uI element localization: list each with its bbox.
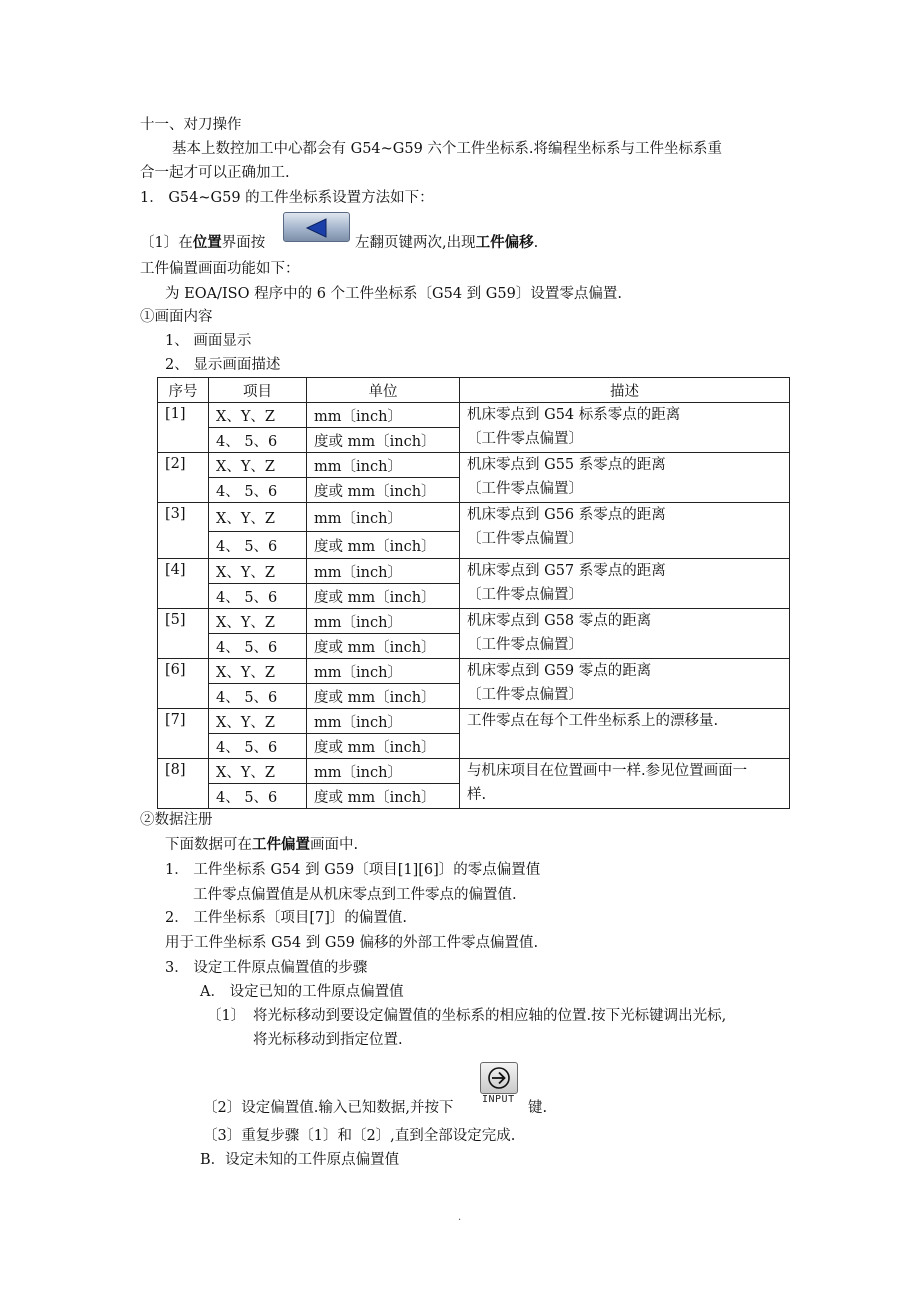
row-unit: mm〔inch〕 <box>307 709 460 734</box>
row-axis: 4、 5、6 <box>209 478 307 503</box>
row-description <box>460 659 790 709</box>
offset-description: 为 EOA/ISO 程序中的 6 个工件坐标系〔G54 到 G59〕设置零点偏置. <box>165 286 622 302</box>
row-description-line: 工件零点在每个工件坐标系上的漂移量. <box>467 713 719 729</box>
row-number: [2] <box>158 453 209 503</box>
row-number: [7] <box>158 709 209 759</box>
row-description-line: 机床零点到 G58 零点的距离 <box>467 613 652 629</box>
step1-sub-tail <box>355 233 538 253</box>
step-a1-line-1: 将光标移动到要设定偏置值的坐标系的相应轴的位置.按下光标键调出光标, <box>253 1008 727 1024</box>
row-unit: 度或 mm〔inch〕 <box>307 734 460 759</box>
row-unit: 度或 mm〔inch〕 <box>307 784 460 809</box>
row-number: [8] <box>158 759 209 809</box>
header-item: 项目 <box>209 378 307 403</box>
screen-content-heading: ①画面内容 <box>140 309 213 325</box>
intro-line-1: 基本上数控加工中心都会有 G54~G59 六个工件坐标系.将编程坐标系与工件坐标系重 <box>172 141 723 157</box>
row-axis: X、Y、Z <box>209 609 307 634</box>
register-item-2-desc: 用于工件坐标系 G54 到 G59 偏移的外部工件零点偏置值. <box>165 935 539 951</box>
row-unit: mm〔inch〕 <box>307 503 460 532</box>
row-unit: 度或 mm〔inch〕 <box>307 428 460 453</box>
row-axis: 4、 5、6 <box>209 428 307 453</box>
row-description-line: 〔工件零点偏置〕 <box>467 531 583 547</box>
row-description-line: 〔工件零点偏置〕 <box>467 431 583 447</box>
row-description-line: 〔工件零点偏置〕 <box>467 587 583 603</box>
data-intro-suffix: 画面中. <box>310 837 359 853</box>
row-description <box>460 709 790 759</box>
row-axis: X、Y、Z <box>209 403 307 428</box>
step1-sub <box>140 233 265 253</box>
input-key-label: INPUT <box>482 1094 515 1105</box>
register-item-1: 1． 工件坐标系 G54 到 G59〔项目[1][6]〕的零点偏置值 <box>165 862 541 878</box>
row-unit: 度或 mm〔inch〕 <box>307 478 460 503</box>
step-a2-prefix: 〔2〕设定偏置值.输入已知数据,并按下 <box>203 1100 454 1116</box>
step-a2-suffix: 键. <box>528 1100 548 1116</box>
table-row <box>158 559 790 584</box>
register-item-2: 2． 工件坐标系〔项目[7]〕的偏置值. <box>165 910 407 926</box>
row-unit: 度或 mm〔inch〕 <box>307 532 460 559</box>
table-header-row <box>158 378 790 403</box>
offset-functions: 工件偏置画面功能如下： <box>140 261 300 277</box>
row-axis: 4、 5、6 <box>209 532 307 559</box>
row-axis: 4、 5、6 <box>209 634 307 659</box>
step1-title: 1． G54~G59 的工件坐标系设置方法如下： <box>140 190 434 206</box>
table-row <box>158 503 790 532</box>
step-a1-number: 〔1〕 <box>207 1008 246 1024</box>
data-intro-prefix: 下面数据可在 <box>165 837 252 853</box>
intro-line-2: 合一起才可以正确加工. <box>140 165 290 181</box>
row-axis: X、Y、Z <box>209 759 307 784</box>
table-row <box>158 403 790 428</box>
header-no: 序号 <box>158 378 209 403</box>
footer-dot: . <box>458 1212 462 1223</box>
table-row <box>158 453 790 478</box>
row-number: [4] <box>158 559 209 609</box>
header-unit: 单位 <box>307 378 460 403</box>
row-description <box>460 759 790 809</box>
data-register-intro <box>165 835 358 855</box>
row-unit: 度或 mm〔inch〕 <box>307 634 460 659</box>
row-unit: mm〔inch〕 <box>307 609 460 634</box>
row-axis: X、Y、Z <box>209 709 307 734</box>
row-unit: mm〔inch〕 <box>307 659 460 684</box>
step1-sub-end: . <box>533 235 539 251</box>
header-desc: 描述 <box>460 378 790 403</box>
position-screen-label: 位置 <box>192 234 222 251</box>
table-row <box>158 659 790 684</box>
register-item-3: 3． 设定工件原点偏置值的步骤 <box>165 960 368 976</box>
row-description <box>460 559 790 609</box>
row-number: [5] <box>158 609 209 659</box>
step1-sub-prefix: 〔1〕在 <box>140 235 193 251</box>
row-axis: X、Y、Z <box>209 453 307 478</box>
row-axis: 4、 5、6 <box>209 784 307 809</box>
row-axis: X、Y、Z <box>209 503 307 532</box>
row-description-line: 〔工件零点偏置〕 <box>467 481 583 497</box>
screen-item-1: 1、 画面显示 <box>165 333 252 349</box>
row-axis: 4、 5、6 <box>209 684 307 709</box>
step-a1-line-2: 将光标移动到指定位置. <box>253 1032 403 1048</box>
row-axis: 4、 5、6 <box>209 734 307 759</box>
work-offset-label: 工件偏移 <box>475 234 534 251</box>
row-number: [6] <box>158 659 209 709</box>
input-key[interactable] <box>480 1062 518 1094</box>
work-offset-screen-label: 工件偏置 <box>252 836 310 853</box>
step-a: A． 设定已知的工件原点偏置值 <box>200 984 404 1000</box>
row-unit: mm〔inch〕 <box>307 759 460 784</box>
row-unit: mm〔inch〕 <box>307 453 460 478</box>
row-description-line: 机床零点到 G57 系零点的距离 <box>467 563 666 579</box>
row-description-line: 样. <box>467 787 487 803</box>
row-description-line: 〔工件零点偏置〕 <box>467 687 583 703</box>
step1-sub-mid: 界面按 <box>221 235 266 251</box>
row-unit: mm〔inch〕 <box>307 559 460 584</box>
step1-sub-after-btn: 左翻页键两次,出现 <box>355 235 476 251</box>
row-unit: mm〔inch〕 <box>307 403 460 428</box>
section-title: 十一、对刀操作 <box>140 117 242 133</box>
row-description-line: 与机床项目在位置画中一样.参见位置画面一 <box>467 763 748 779</box>
data-register-heading: ②数据注册 <box>140 812 213 828</box>
row-description-line: 机床零点到 G54 标系零点的距离 <box>467 407 681 423</box>
row-description <box>460 453 790 503</box>
row-number: [1] <box>158 403 209 453</box>
step-a3: 〔3〕重复步骤〔1〕和〔2〕,直到全部设定完成. <box>203 1128 516 1144</box>
row-axis: X、Y、Z <box>209 559 307 584</box>
table-row <box>158 609 790 634</box>
row-description-line: 〔工件零点偏置〕 <box>467 637 583 653</box>
row-description <box>460 503 790 559</box>
table-row <box>158 709 790 734</box>
row-unit: 度或 mm〔inch〕 <box>307 684 460 709</box>
table-row <box>158 759 790 784</box>
row-description-line: 机床零点到 G56 系零点的距离 <box>467 507 666 523</box>
row-axis: X、Y、Z <box>209 659 307 684</box>
row-unit: 度或 mm〔inch〕 <box>307 584 460 609</box>
row-axis: 4、 5、6 <box>209 584 307 609</box>
step-b: B．设定未知的工件原点偏置值 <box>200 1152 400 1168</box>
row-description-line: 机床零点到 G59 零点的距离 <box>467 663 652 679</box>
left-arrow-icon <box>304 218 330 238</box>
row-description <box>460 403 790 453</box>
offset-spec-table <box>157 377 790 809</box>
screen-item-2: 2、 显示画面描述 <box>165 357 281 373</box>
register-item-1-desc: 工件零点偏置值是从机床零点到工件零点的偏置值. <box>193 887 517 903</box>
page-left-key[interactable] <box>283 212 350 242</box>
input-arrow-icon <box>487 1066 511 1090</box>
row-description-line: 机床零点到 G55 系零点的距离 <box>467 457 666 473</box>
row-number: [3] <box>158 503 209 559</box>
row-description <box>460 609 790 659</box>
